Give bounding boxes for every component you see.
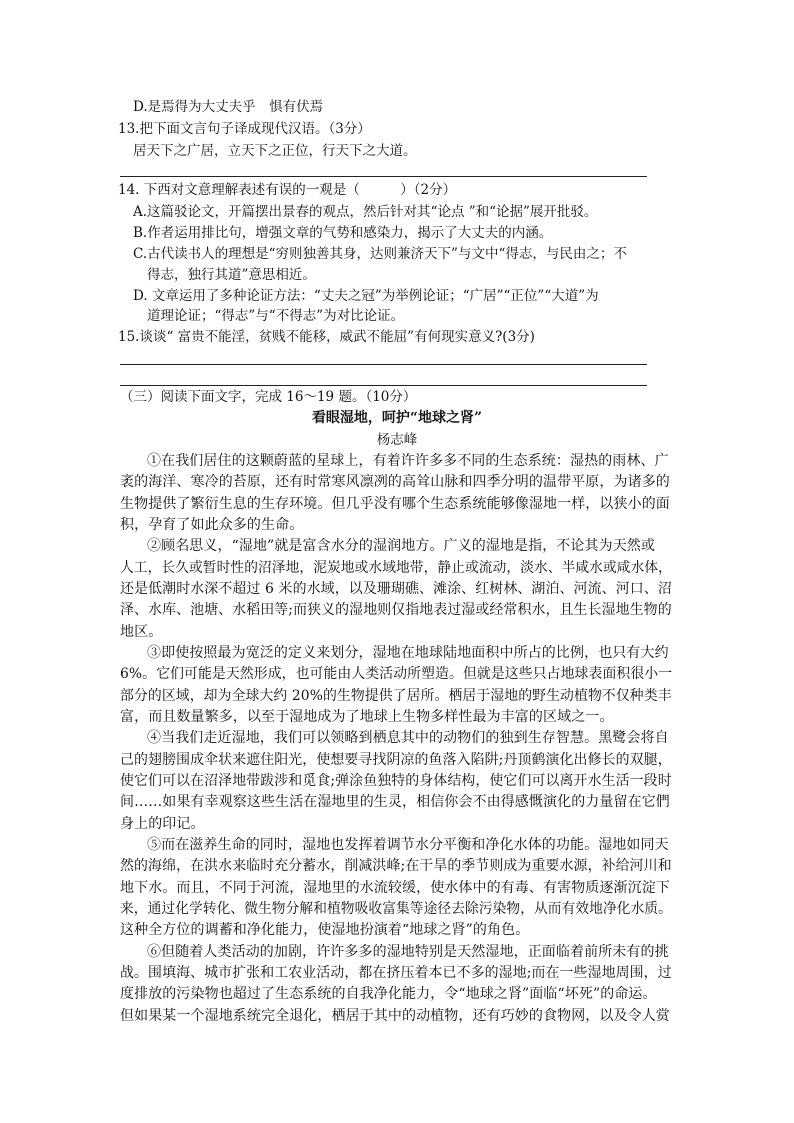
q14-option-b: B.作者运用排比句，增强文章的气势和感染力，揭示了大丈夫的内涵。: [133, 225, 553, 241]
body-line: 地区。: [120, 624, 163, 640]
body-line: 袤的海洋、寒冷的苔原，还有时常寒风凛冽的高耸山脉和四季分明的温带平原，为诸多的: [120, 474, 670, 490]
q14-stem: 14. 下西对文意理解表述有误的一观是（ ）（2分）: [118, 182, 457, 198]
q13-stem: 13.把下面文言句子译成现代汉语。（3分）: [118, 121, 371, 137]
body-line: 人工，长久或暂时性的沼泽地，泥炭地或水域地带，静止或流动，淡水、半咸水或咸水体，: [120, 560, 672, 576]
q14-option-a: A.这篇驳论文，开篇摆出景春的观点，然后针对其“论点 ”和“论据”展开批驳。: [133, 204, 598, 220]
body-line: 身上的印记。: [120, 816, 205, 832]
body-line: 地下水。而且，不同于河流，湿地里的水流较缓，使水体中的有毒、有害物质逐渐沉淀下: [120, 880, 670, 896]
q14-option-c: C.古代读书人的理想是“穷则独善其身，达则兼济天下”与文中“得志，与民由之；不: [133, 246, 627, 262]
article-title: 看眼湿地，呵护“地球之肾”: [311, 410, 483, 426]
q15-stem: 15.谈谈“ 富贵不能淫，贫贱不能移，威武不能屈”有何现实意义?(3分): [118, 329, 535, 345]
q15-answer-line-1[interactable]: [120, 364, 647, 365]
body-line: ⑤而在滋养生命的同时，湿地也发挥着调节水分平衡和净化水体的功能。湿地如同天: [147, 837, 669, 853]
body-line: ④当我们走近湿地，我们可以领略到栖息其中的动物们的独到生存智慧。黑鹭会将自: [147, 730, 669, 746]
body-line: 使它们可以在沼泽地带跋涉和觅食;弹涂鱼独特的身体结构，使它们可以离开水生活一段时: [120, 773, 672, 789]
body-line: 积，孕育了如此众多的生命。: [120, 517, 304, 533]
body-line: 这种全方位的调蓄和净化能力，使湿地扮演着“地球之肾”的角色。: [120, 922, 530, 938]
q15-answer-line-2[interactable]: [120, 385, 647, 386]
body-line: ②顾名思义，“湿地”就是富含水分的湿润地方。广义的湿地是指，不论其为天然或: [147, 538, 656, 554]
body-line: ①在我们居住的这颗蔚蓝的星球上，有着许许多多不同的生态系统：湿热的雨林、广: [147, 453, 669, 469]
body-line: 战。围填海、城市扩张和工农业活动，都在挤压着本已不多的湿地;而在一些湿地周围，过: [120, 965, 672, 981]
body-line: 度排放的污染物也超过了生态系统的自我净化能力，令“地球之肾”面临“坏死”的命运。: [120, 986, 657, 1002]
body-line: 来，通过化学转化、微生物分解和植物吸收富集等途径去除污染物，从而有效地净化水质。: [120, 901, 672, 917]
q14-option-d-cont: 道理论证；“得志”与“不得志”为对比论证。: [147, 308, 405, 324]
body-line: 富，而且数量繁多，以至于湿地成为了地球上生物多样性最为丰富的区域之一。: [120, 709, 614, 725]
body-line: 还是低潮时水深不超过 6 米的水域，以及珊瑚礁、滩涂、红树林、湖泊、河流、河口、沼: [120, 581, 672, 597]
body-line: 6%。它们可能是天然形成，也可能由人类活动所塑造。但就是这些只占地球表面积很小一: [120, 666, 673, 682]
body-line: 己的翅膀围成伞状来遮住阳光，使想要寻找阴凉的鱼落入陷阱;丹顶鹤演化出修长的双腿，: [120, 752, 672, 768]
body-line: 泽、水库、池塘、水稻田等;而狭义的湿地则仅指地表过湿或经常积水，且生长湿地生物的: [120, 602, 672, 618]
q13-answer-line[interactable]: [120, 176, 647, 177]
body-line: 然的海绵，在洪水来临时充分蓄水，削减洪峰;在干旱的季节则成为重要水源，补给河川和: [120, 858, 672, 874]
section-heading: （三）阅读下面文字，完成 16～19 题。（10分）: [120, 389, 417, 405]
body-line: ③即使按照最为宽泛的定义来划分，湿地在地球陆地面积中所占的比例，也只有大约: [147, 645, 669, 661]
body-line: 间……如果有幸观察这些生活在湿地里的生灵，相信你会不由得感慨演化的力量留在它們: [120, 794, 670, 810]
body-line: ⑥但随着人类活动的加剧，许许多多的湿地特别是天然湿地，正面临着前所未有的挑: [147, 944, 669, 960]
body-line: 但如果某一个湿地系统完全退化，栖居于其中的动植物，还有巧妙的食物网，以及令人赏: [120, 1008, 670, 1024]
q14-option-c-cont: 得志，独行其道”意思相近。: [147, 267, 316, 283]
body-line: 部分的区域，却为全球大约 20%的生物提供了居所。栖居于湿地的野生动植物不仅种类丰: [120, 688, 672, 704]
body-line: 生物提供了繁衍生息的生存环境。但几乎没有哪个生态系统能够像湿地一样，以狭小的面: [120, 496, 670, 512]
article-author: 杨志峰: [376, 432, 418, 448]
q12-option-d: D.是焉得为大丈夫乎 惧有伏焉: [133, 99, 324, 115]
q13-sentence: 居天下之广居，立天下之正位，行天下之大道。: [133, 143, 417, 159]
q14-option-d: D. 文章运用了多种论证方法：“丈夫之冠”为举例论证；“广居”“正位”“大道”为: [133, 288, 599, 304]
